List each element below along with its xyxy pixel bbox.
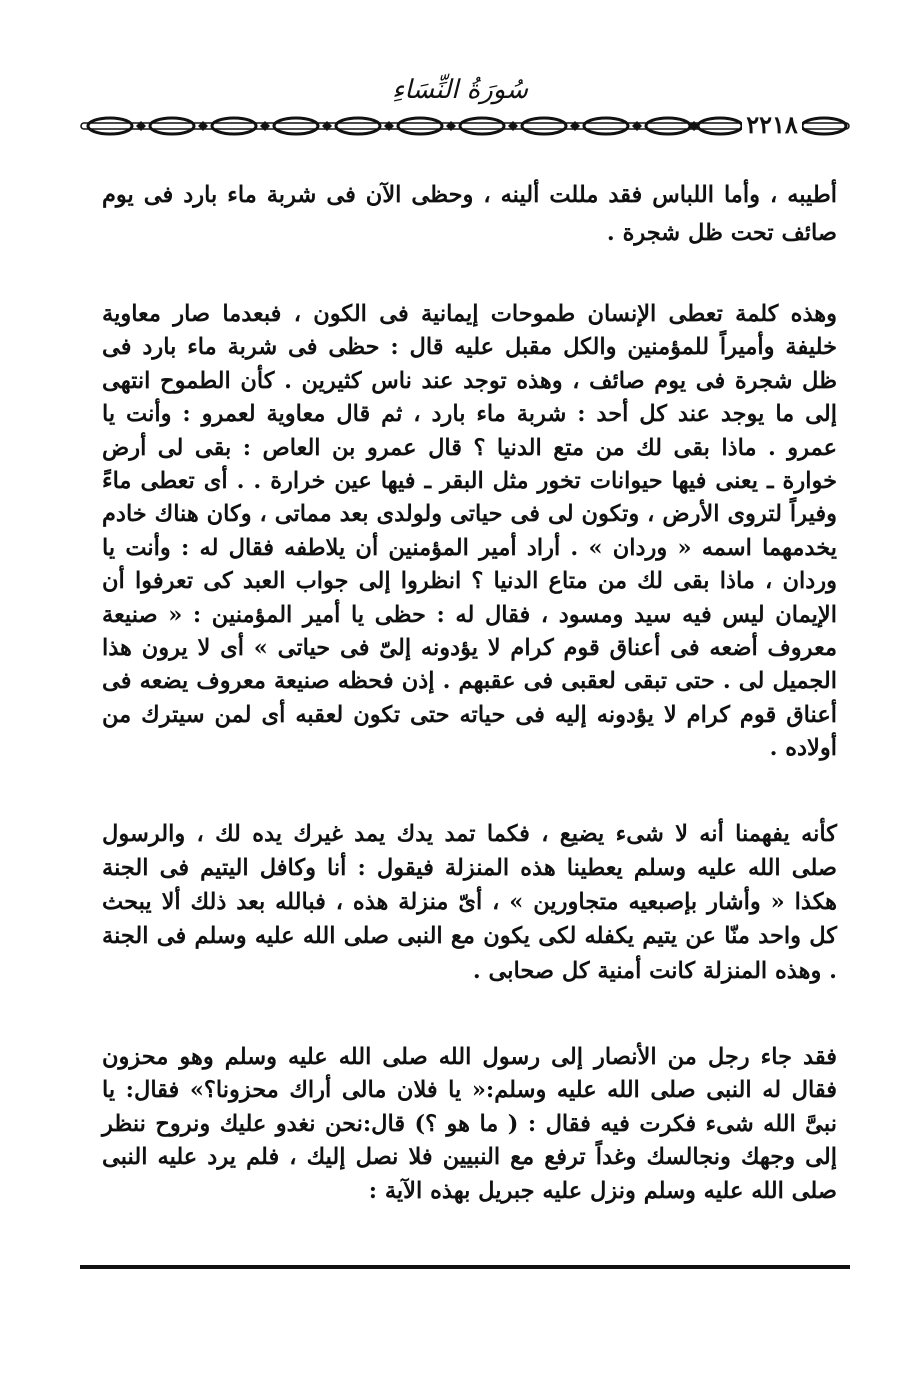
bottom-rule	[80, 1265, 850, 1269]
page-body	[102, 176, 837, 1209]
paragraph-4: فقد جاء رجل من الأنصار إلى رسول الله صلى الله عليه وسلم وهو محزون فقال له النبى صلى الله عليه وسلم:« يا فلان مالى أراك محزونا؟» فقال: يا نبىَّ الله شىء فكرت فيه فقال : ( ما هو ؟) قال:نحن نغدو عليك ونروح ننظر إلى وجهك ونجالسك وغداً ترفع مع النبيين فلا نصل إليك ، فلم يرد عليه النبى صلى الله عليه وسلم ونزل عليه جبريل بهذه الآية :	[102, 1043, 837, 1205]
paragraph-1: أطيبه ، وأما اللباس فقد مللت ألينه ، وحظى الآن فى شربة ماء بارد فى يوم صائف تحت ظل شجرة .	[102, 182, 837, 246]
paragraph-3: كأنه يفهمنا أنه لا شىء يضيع ، فكما تمد يدك يمد غيرك يده لك ، والرسول صلى الله عليه وسلم يعطينا هذه المنزلة فيقول : أنا وكافل اليتيم فى الجنة هكذا « وأشار بإصبعيه متجاورين » ، أىّ منزلة هذه ، فبالله بعد ذلك ألا يبحث كل واحد منّا عن يتيم يكفله لكى يكون مع النبى صلى الله عليه وسلم فى الجنة . وهذه المنزلة كانت أمنية كل صحابى .	[102, 820, 837, 984]
surah-title: سُورَةُ النِّسَاءِ	[392, 75, 528, 105]
ornamental-border	[80, 112, 850, 140]
paragraph-2: وهذه كلمة تعطى الإنسان طموحات إيمانية فى الكون ، فبعدما صار معاوية خليفة وأميراً للمؤمنين والكل مقبل عليه قال : حظى فى شربة ماء بارد فى ظل شجرة فى يوم صائف ، وهذه توجد عند ناس كثيرين . كأن الطموح انتهى إلى ما يوجد عند كل أحد : شربة ماء بارد ، ثم قال معاوية لعمرو : وأنت يا عمرو . ماذا بقى لك من متع الدنيا ؟ قال عمرو بن العاص : بقى لى أرض خوارة ـ يعنى فيها حيوانات تخور مثل البقر ـ فيها عين خرارة . . أى تعطى ماءً وفيراً لتروى الأرض ، وتكون لى فى حياتى ولولدى بعد مماتى ، وكان هناك خادم يخدمهما اسمه « وردان » . أراد أمير المؤمنين أن يلاطفه فقال له : وأنت يا وردان ، ماذا بقى لك من متاع الدنيا ؟ انظروا إلى جواب العبد كى تعرفوا أن الإيمان ليس فيه سيد ومسود ، فقال له : حظى يا أمير المؤمنين : « صنيعة معروف أضعه فى أعناق قوم كرام لا يؤدونه إلىّ فى حياتى » أى لا يرون هذا الجميل لى . حتى تبقى لعقبى فى عقبهم . إذن فحظه صنيعة معروف يضعه فى أعناق قوم كرام لا يؤدونه إليه فى حياته حتى تكون لعقبه أى لمن سيترك من أولاده .	[102, 301, 837, 762]
page-number: ٢٢١٨	[742, 111, 802, 139]
